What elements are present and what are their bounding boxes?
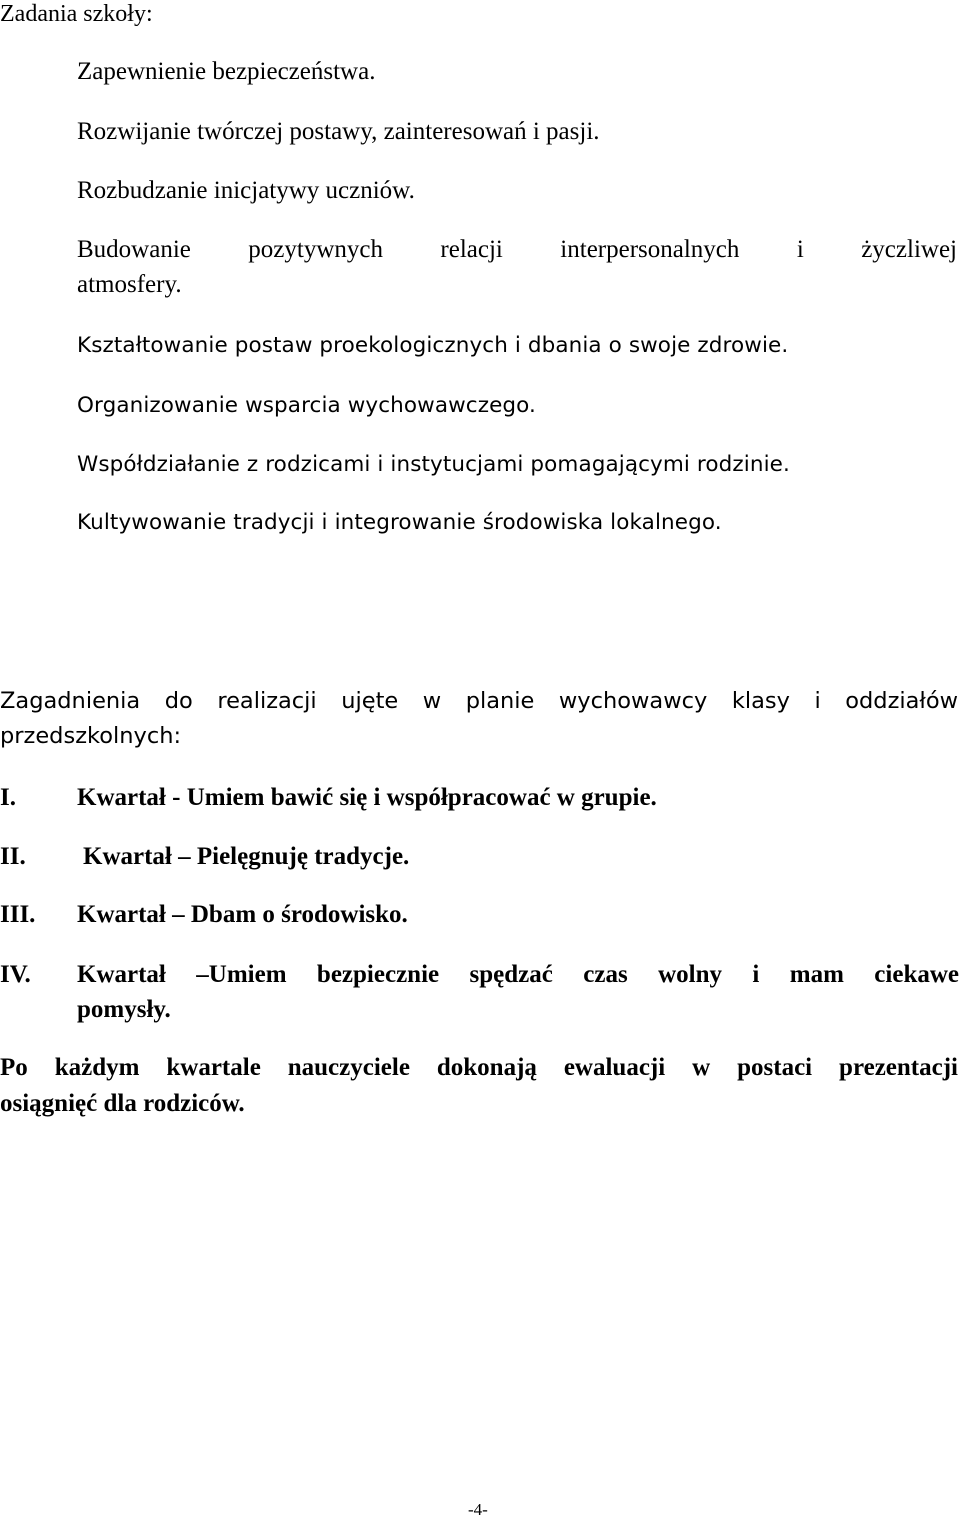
task-item: Kształtowanie postaw proekologicznych i dbania o swoje zdrowie.: [77, 333, 789, 358]
quarter-item-continuation: pomysły.: [77, 996, 171, 1023]
quarter-item: Kwartał – Pielęgnuję tradycje.: [83, 843, 410, 870]
section-heading: Zadania szkoły:: [0, 1, 153, 27]
summary-text-continuation: osiągnięć dla rodziców.: [0, 1090, 245, 1117]
task-item: Kultywowanie tradycji i integrowanie środowiska lokalnego.: [77, 510, 722, 535]
zagadnienia-text-continuation: przedszkolnych:: [0, 723, 182, 749]
task-item: Budowanie pozytywnych relacji interpersonalnych i życzliwej: [77, 236, 957, 263]
task-item-continuation: atmosfery.: [77, 271, 182, 298]
quarter-item: Kwartał – Dbam o środowisko.: [77, 901, 408, 928]
zagadnienia-text: Zagadnienia do realizacji ujęte w planie wychowawcy klasy i oddziałów: [0, 688, 958, 714]
task-item: Rozwijanie twórczej postawy, zainteresowań i pasji.: [77, 118, 600, 145]
task-item: Współdziałanie z rodzicami i instytucjami pomagającymi rodzinie.: [77, 452, 790, 477]
task-item: Rozbudzanie inicjatywy uczniów.: [77, 177, 415, 204]
quarter-item: Kwartał - Umiem bawić się i współpracować w grupie.: [77, 784, 657, 811]
quarter-item: Kwartał –Umiem bezpiecznie spędzać czas wolny i mam ciekawe: [77, 961, 959, 988]
quarter-numeral: IV.: [0, 961, 31, 988]
page-number: -4-: [468, 1500, 488, 1519]
task-item: Zapewnienie bezpieczeństwa.: [77, 58, 376, 85]
quarter-numeral: II.: [0, 843, 26, 870]
summary-text: Po każdym kwartale nauczyciele dokonają ewaluacji w postaci prezentacji: [0, 1054, 958, 1081]
task-item: Organizowanie wsparcia wychowawczego.: [77, 393, 536, 418]
quarter-numeral: I.: [0, 784, 16, 811]
quarter-numeral: III.: [0, 901, 36, 928]
